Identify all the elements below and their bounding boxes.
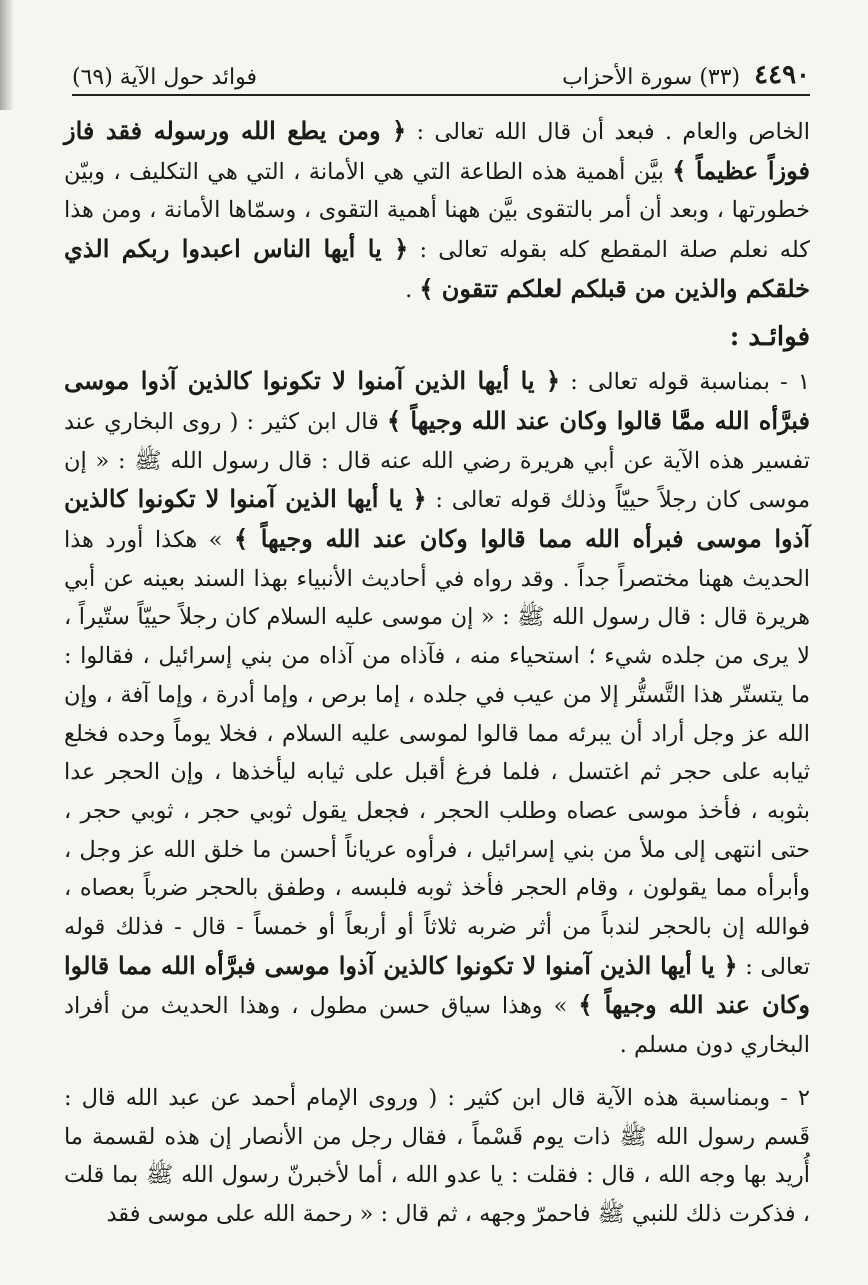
point-1-paragraph [64, 362, 810, 1065]
page-number: ٤٤٩٠ [754, 60, 810, 90]
quran-verse: ﴿ يا أيها الذين آمنوا لا تكونوا كالذين آذوا موسى فبرَّأه الله مما قالوا وكان عند الله وجيهاً ﴾ [64, 950, 810, 1020]
point-2-paragraph [64, 1079, 810, 1234]
quran-verse: ﴿ يا أيها الذين آمنوا لا تكونوا كالذين آذوا موسى فبرَّأه الله ممَّا قالوا وكان عند الله وجيهاً ﴾ [64, 366, 810, 435]
page-header [72, 48, 810, 90]
point-2-text-1: ٢ - وبمناسبة هذه الآية قال ابن كثير : ( وروى الإمام أحمد عن عبد الله قال : قَسم رسول الله ﷺ ذات يوم قَسْماً ، فقال رجل من الأنصار إن هذه لقسمة ما أُريد بها وجه الله ، قال : فقلت : يا عدو الله ، أما لأخبرنّ رسول الله ﷺ بما قلت ، فذكرت ذلك للنبي ﷺ فاحمرّ وجهه ، ثم قال : « رحمة الله على موسى فقد [64, 1084, 810, 1227]
intro-text-2: بيَّن أهمية هذه الطاعة التي هي الأمانة ، التي هي التكليف ، وبيّن خطورتها ، وبعد أن أمر بالتقوى بيَّن ههنا أهمية التقوى ، وسمّاها الأمانة ، ومن هذا كله نعلم صلة المقطع كله بقوله تعالى : [64, 158, 810, 264]
header-right [562, 60, 810, 90]
paragraph-gap [64, 1065, 810, 1079]
intro-text-3: . [405, 276, 420, 303]
surah-title: (٣٣) سورة الأحزاب [562, 65, 741, 90]
point-1-text-1: ١ - بمناسبة قوله تعالى : [560, 369, 810, 396]
point-1-text-4: » وهذا سياق حسن مطول ، وهذا الحديث من أفراد البخاري دون مسلم . [64, 993, 810, 1059]
point-1-text-3: » هكذا أورد هذا الحديث ههنا مختصراً جداً . وقد رواه في أحاديث الأنبياء بهذا السند بعينه عن أبي هريرة قال : قال رسول الله ﷺ : « إن موسى عليه السلام كان رجلاً حييّاً ستّيراً ، لا يرى من جلده شيء ؛ استحياء منه ، فآذاه من آذاه من بني إسرائيل ، فقالوا : ما يتستّر هذا التَّستُّر إلا من عيب في جلده ، إما برص ، وإما أدرة ، وإما آفة ، وإن الله عز وجل أراد أن يبرئه مما قالوا لموسى عليه السلام ، فخلا يوماً وحده فخلع ثيابه على حجر ثم اغتسل ، فلما فرغ أقبل على ثيابه ليأخذها ، وإن الحجر عدا بثوبه ، فأخذ موسى عصاه وطلب الحجر ، فجعل يقول ثوبي حجر ، ثوبي حجر ، حتى انتهى إلى ملأ من بني إسرائيل ، فرأوه عرياناً أحسن ما خلق الله عز وجل ، وأبرأه مما يقولون ، وقام الحجر فأخذ ثوبه فلبسه ، وطفق بالحجر ضرباً بعصاه ، فوالله إن بالحجر لندباً من أثر ضربه ثلاثاً أو أربعاً أو خمساً - قال - فذلك قوله تعالى : [64, 527, 810, 980]
intro-paragraph [64, 112, 810, 310]
header-rule [72, 94, 810, 96]
page-body [64, 112, 810, 1234]
scan-edge-mark [0, 0, 14, 110]
fawaid-heading: فوائـد : [729, 321, 810, 352]
section-title-header: فوائد حول الآية (٦٩) [72, 65, 257, 90]
quran-verse: ﴿ ومن يطع الله ورسوله فقد فاز فوزاً عظيماً ﴾ [64, 116, 811, 185]
quran-verse: ﴿ يا أيها الذين آمنوا لا تكونوا كالذين آذوا موسى فبرأه الله مما قالوا وكان عند الله وجيهاً ﴾ [64, 484, 810, 554]
quran-verse: ﴿ يا أيها الناس اعبدوا ربكم الذي خلقكم والذين من قبلكم لعلكم تتقون ﴾ [64, 234, 810, 303]
intro-text-1: الخاص والعام . فبعد أن قال الله تعالى : [406, 119, 811, 145]
point-1-text-2: قال ابن كثير : ( روى البخاري عند تفسير هذه الآية عن أبي هريرة رضي الله عنه قال : قال رسول الله ﷺ : « إن موسى كان رجلاً حييّاً وذلك قوله تعالى : [64, 408, 811, 514]
